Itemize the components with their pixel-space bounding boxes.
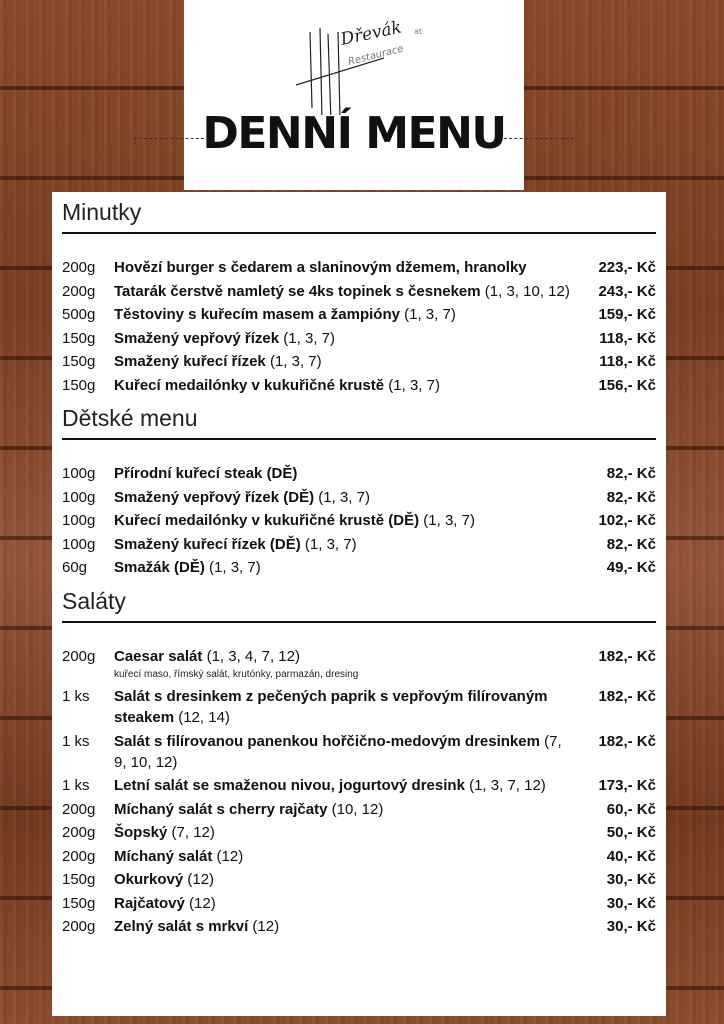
item-name: Kuřecí medailónky v kukuřičné krustě <box>114 376 385 394</box>
item-name-wrap <box>114 375 574 396</box>
item-allergens: (1, 3, 7, 12) <box>469 777 546 794</box>
item-price: 40,- Kč <box>606 847 656 865</box>
menu-item <box>62 775 656 796</box>
item-allergens: (12) <box>187 871 215 888</box>
item-name-wrap <box>114 557 574 578</box>
svg-text:Dřevák: Dřevák <box>338 17 404 50</box>
item-weight: 200g <box>62 824 96 841</box>
item-weight: 150g <box>62 329 96 347</box>
item-weight: 100g <box>62 512 96 529</box>
menu-item <box>62 281 656 302</box>
item-name: Rajčatový <box>114 894 185 912</box>
menu-item <box>62 822 656 843</box>
item-name-wrap <box>114 893 574 914</box>
item-price: 182,- Kč <box>598 732 656 750</box>
item-price: 82,- Kč <box>606 465 656 482</box>
item-price: 182,- Kč <box>598 688 656 705</box>
item-allergens: (1, 3, 7) <box>404 306 456 323</box>
item-name: Hovězí burger s čedarem a slaninovým džemem, hranolky <box>114 259 527 276</box>
section-divider <box>62 621 656 623</box>
item-price: 30,- Kč <box>606 871 656 888</box>
item-name-wrap <box>114 646 574 667</box>
item-name-wrap <box>114 304 574 325</box>
menu-section <box>52 581 666 938</box>
item-name-wrap <box>114 534 574 555</box>
item-weight: 150g <box>62 894 96 912</box>
item-name: Smažený vepřový řízek <box>114 329 280 347</box>
item-name-wrap <box>114 869 574 890</box>
item-price: 82,- Kč <box>606 488 656 506</box>
menu-item <box>62 375 656 396</box>
menu-item <box>62 463 656 484</box>
item-weight: 200g <box>62 800 96 818</box>
item-name-wrap <box>114 916 574 937</box>
menu-item <box>62 916 656 937</box>
page-title: DENNÍ MENU <box>202 108 506 159</box>
item-name-wrap <box>114 487 574 508</box>
item-weight: 1 ks <box>62 777 90 794</box>
item-weight: 200g <box>62 647 96 665</box>
item-name: Míchaný salát s cherry rajčaty <box>114 800 328 818</box>
item-name-wrap <box>114 351 574 372</box>
item-name: Šopský <box>114 824 168 841</box>
item-price: 243,- Kč <box>598 282 656 300</box>
item-weight: 100g <box>62 488 96 506</box>
menu-item <box>62 257 656 278</box>
menu-item <box>62 869 656 890</box>
item-allergens: (7, 9, 10, 12) <box>114 732 562 771</box>
item-name-wrap <box>114 822 574 843</box>
item-name: Tatarák čerstvě namletý se 4ks topinek s česnekem <box>114 282 481 300</box>
item-allergens: (7, 12) <box>171 824 215 841</box>
item-name-wrap <box>114 463 574 484</box>
menu-header <box>184 0 524 190</box>
item-name: Okurkový <box>114 871 184 888</box>
item-name-wrap <box>114 799 574 820</box>
item-name-wrap <box>114 846 574 867</box>
item-name-wrap <box>114 731 574 773</box>
item-allergens: (12) <box>189 894 216 912</box>
section-divider <box>62 438 656 440</box>
menu-item <box>62 557 656 578</box>
item-allergens: (1, 3, 4, 7, 12) <box>206 647 300 665</box>
item-name: Kuřecí medailónky v kukuřičné krustě (DĚ) <box>114 512 420 529</box>
item-weight: 200g <box>62 847 96 865</box>
item-name: Letní salát se smaženou nivou, jogurtový dresink <box>114 777 465 794</box>
menu-item <box>62 893 656 914</box>
section-title: Saláty <box>62 587 126 614</box>
item-allergens: (1, 3, 7) <box>304 535 357 553</box>
item-name: Míchaný salát <box>114 847 213 865</box>
menu-item <box>62 351 656 372</box>
item-weight: 60g <box>62 559 88 576</box>
item-allergens: (12) <box>252 918 280 935</box>
menu-item <box>62 534 656 555</box>
item-allergens: (1, 3, 7) <box>388 376 440 394</box>
svg-text:at: at <box>414 27 423 36</box>
item-name-wrap <box>114 510 574 531</box>
item-weight: 1 ks <box>62 688 90 705</box>
item-weight: 150g <box>62 376 96 394</box>
item-name: Zelný salát s mrkví <box>114 918 249 935</box>
menu-panel <box>52 192 666 1016</box>
menu-item <box>62 686 656 728</box>
section-title: Dětské menu <box>62 405 198 431</box>
item-price: 118,- Kč <box>599 329 656 347</box>
menu-section <box>52 398 666 578</box>
item-price: 30,- Kč <box>606 918 656 935</box>
item-name: Caesar salát <box>114 647 203 665</box>
item-price: 156,- Kč <box>598 376 656 394</box>
item-weight: 200g <box>62 259 96 276</box>
item-price: 182,- Kč <box>598 647 656 665</box>
item-price: 173,- Kč <box>598 777 656 794</box>
item-price: 60,- Kč <box>606 800 656 818</box>
item-weight: 1 ks <box>62 732 90 750</box>
menu-item <box>62 846 656 867</box>
section-title: Minutky <box>62 199 142 225</box>
menu-item <box>62 731 656 773</box>
item-allergens: (1, 3, 7) <box>423 512 475 529</box>
item-name-wrap <box>114 257 574 278</box>
item-name-wrap <box>114 328 574 349</box>
item-price: 30,- Kč <box>606 894 656 912</box>
item-price: 159,- Kč <box>598 306 656 323</box>
menu-item <box>62 328 656 349</box>
item-weight: 200g <box>62 918 96 935</box>
item-allergens: (1, 3, 10, 12) <box>484 282 570 300</box>
item-weight: 100g <box>62 535 96 553</box>
item-weight: 200g <box>62 282 96 300</box>
menu-item <box>62 510 656 531</box>
item-price: 50,- Kč <box>606 824 656 841</box>
item-name: Smažák (DĚ) <box>114 559 205 576</box>
item-name: Smažený vepřový řízek (DĚ) <box>114 488 315 506</box>
svg-text:Restaurace: Restaurace <box>347 43 405 68</box>
item-name: Salát s filírovanou panenkou hořčično-medovým dresinkem <box>114 732 540 750</box>
menu-section <box>52 192 666 396</box>
item-name-wrap <box>114 775 574 796</box>
section-divider <box>62 232 656 234</box>
item-price: 82,- Kč <box>606 535 656 553</box>
item-allergens: (12, 14) <box>178 709 230 726</box>
menu-item <box>62 487 656 508</box>
item-allergens: (1, 3, 7) <box>283 329 335 347</box>
item-weight: 150g <box>62 353 96 370</box>
item-name: Přírodní kuřecí steak (DĚ) <box>114 465 298 482</box>
item-price: 102,- Kč <box>598 512 656 529</box>
item-price: 118,- Kč <box>599 353 656 370</box>
item-weight: 150g <box>62 871 96 888</box>
item-name-wrap <box>114 686 574 728</box>
item-allergens: (10, 12) <box>331 800 384 818</box>
item-note: kuřecí maso, římský salát, krutónky, parmazán, dresing <box>114 669 359 680</box>
item-allergens: (1, 3, 7) <box>318 488 370 506</box>
item-name-wrap <box>114 281 574 302</box>
item-name: Salát s dresinkem z pečených paprik s vepřovým filírovaným steakem <box>114 688 548 726</box>
menu-item <box>62 304 656 325</box>
item-name: Smažený kuřecí řízek (DĚ) <box>114 535 301 553</box>
item-name: Těstoviny s kuřecím masem a žampióny <box>114 306 400 323</box>
item-price: 49,- Kč <box>606 559 656 576</box>
item-weight: 500g <box>62 306 96 323</box>
item-allergens: (1, 3, 7) <box>269 353 322 370</box>
menu-item <box>62 646 656 667</box>
item-allergens: (1, 3, 7) <box>209 559 261 576</box>
menu-item <box>62 799 656 820</box>
item-name: Smažený kuřecí řízek <box>114 353 266 370</box>
restaurant-logo <box>294 10 434 115</box>
item-weight: 100g <box>62 465 96 482</box>
item-price: 223,- Kč <box>598 259 656 276</box>
item-allergens: (12) <box>216 847 244 865</box>
